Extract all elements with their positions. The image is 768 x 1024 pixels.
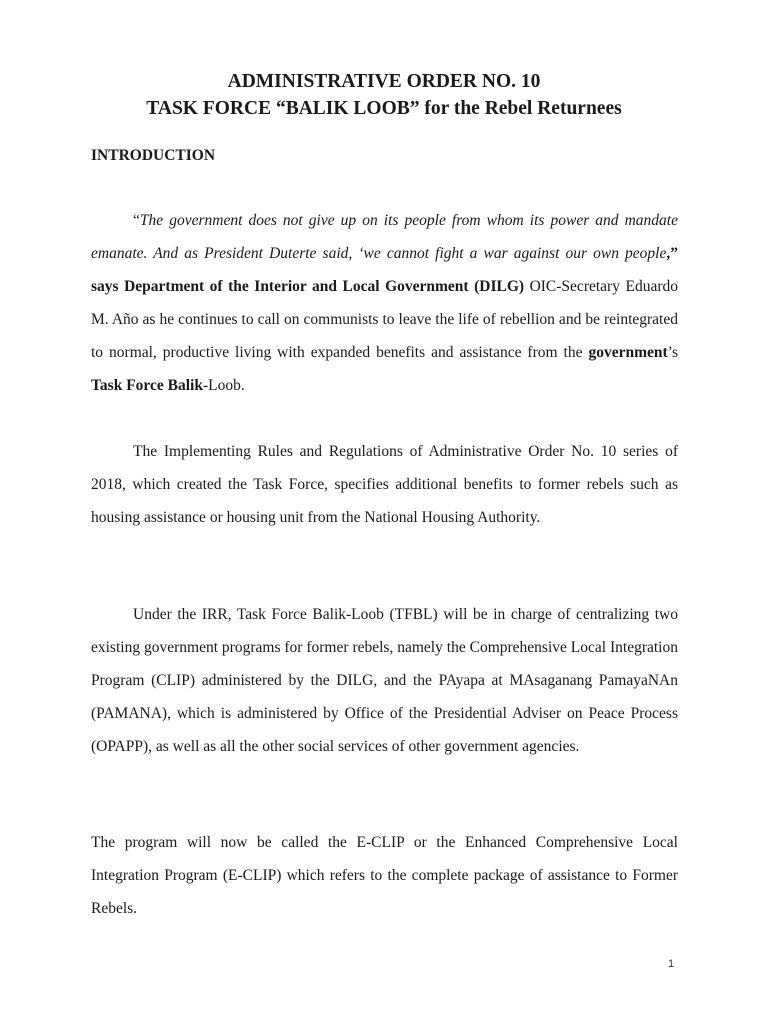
paragraph-1 bbox=[91, 204, 678, 402]
says-text: says bbox=[91, 278, 125, 295]
title-line-2: TASK FORCE “BALIK LOOB” for the Rebel Returnees bbox=[146, 98, 622, 119]
document-title bbox=[0, 68, 768, 122]
open-quote: “ bbox=[133, 212, 140, 229]
p1-middle-text: OIC-Secretary Eduardo M. Año as he continues to call on communists to leave the life of rebellion and be reintegrated to normal, productive living with expanded benefits and assistance from the bbox=[91, 278, 678, 361]
p1-end-text: -Loob. bbox=[202, 377, 245, 394]
close-quote: ,” bbox=[666, 245, 678, 262]
page-number: 1 bbox=[668, 958, 675, 970]
task-force-name: Task Force Balik bbox=[91, 377, 203, 394]
title-line-1: ADMINISTRATIVE ORDER NO. 10 bbox=[227, 71, 541, 92]
section-heading-introduction: INTRODUCTION bbox=[91, 147, 216, 164]
government-word: government bbox=[588, 344, 668, 361]
paragraph-4: The program will now be called the E-CLIP or the Enhanced Comprehensive Local Integration Program (E-CLIP) which refers to the complete package of assistance to Former Rebels. bbox=[91, 834, 678, 917]
paragraph-2: The Implementing Rules and Regulations of Administrative Order No. 10 series of 2018, which created the Task Force, specifies additional benefits to former rebels such as housing assistance or housing unit from the National Housing Authority. bbox=[91, 443, 678, 526]
paragraph-3: Under the IRR, Task Force Balik-Loob (TFBL) will be in charge of centralizing two existing government programs for former rebels, namely the Comprehensive Local Integration Program (CLIP) administered by the DILG, and the PAyapa at MAsaganang PamayaNAn (PAMANA), which is administered by Office of the Presidential Adviser on Peace Process (OPAPP), as well as all the other social services of other government agencies. bbox=[91, 606, 678, 755]
agency-name: Department of the Interior and Local Government (DILG) bbox=[124, 278, 525, 295]
quote-text: The government does not give up on its people from whom its power and mandate emanate. And as President Duterte said, ‘we cannot fight a war against our own people bbox=[91, 212, 678, 262]
apostrophe-s: ’s bbox=[667, 344, 678, 361]
